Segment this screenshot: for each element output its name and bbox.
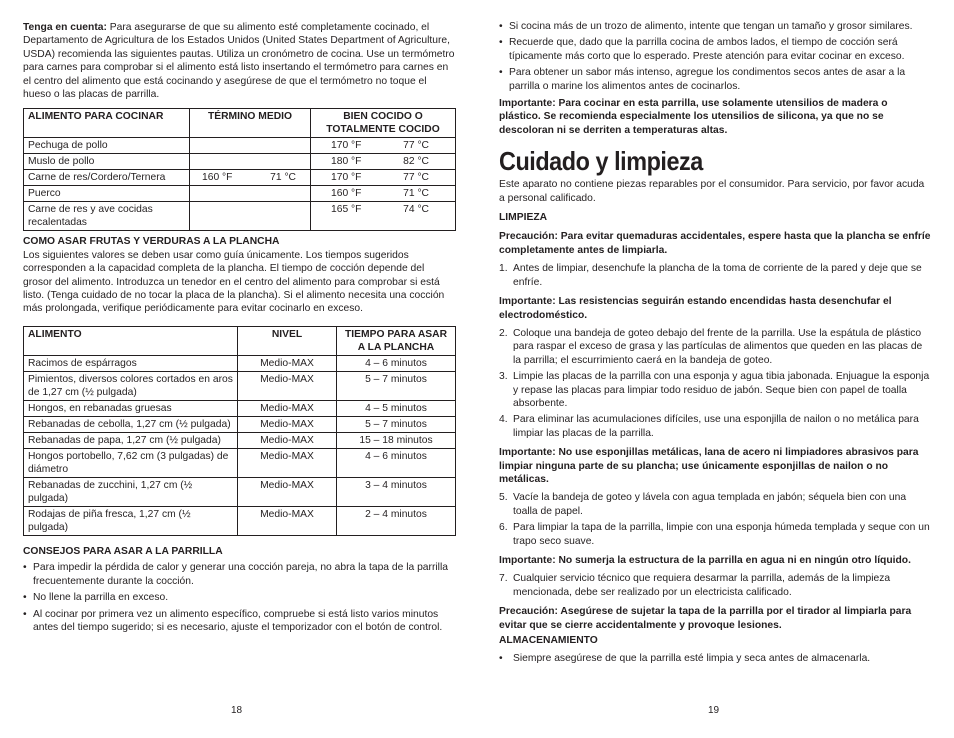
bullet-icon: •	[23, 608, 27, 620]
table-row	[24, 432, 456, 448]
storage-list	[499, 652, 931, 665]
bullet-icon: •	[499, 67, 503, 79]
list-item-text: No llene la parrilla en exceso.	[33, 592, 169, 604]
grill-times-table	[23, 326, 456, 536]
bullet-icon: •	[499, 37, 503, 49]
cell-food: Rebanadas de zucchini, 1,27 cm (½ pulgada)	[24, 477, 238, 506]
cell-level: Medio-MAX	[238, 506, 337, 535]
grill-text: Los siguientes valores se deben usar como guía únicamente. Los tiempos sugeridos corresponden a la capacidad completa de la plancha. El tiempo de cocción depende del grosor del alimento. Introduzca un tenedor en el centro del alimento para comprobar si está listo. (Tenga cuidado de no tocar la placa de la plancha). Si el alimento necesita una cocción más prolongada, verifique periódicamente para evitar cocinarlo en exceso.	[23, 249, 445, 315]
cleaning-steps	[499, 491, 931, 548]
step-text: Antes de limpiar, desenchufe la plancha de la toma de corriente de la pared y deje que se enfríe.	[513, 263, 922, 288]
important-no-immerse: Importante: No sumerja la estructura de la parrilla en agua ni en ningún otro líquido.	[499, 555, 911, 566]
list-item-text: Siempre asegúrese de que la parrilla esté limpia y seca antes de almacenarla.	[513, 653, 871, 665]
table-row	[24, 400, 456, 416]
cell-time: 4 – 6 minutos	[337, 355, 456, 371]
list-item	[499, 413, 931, 440]
table-header-row	[24, 326, 456, 355]
temp-c: 71 °C	[403, 188, 429, 200]
cell-time: 5 – 7 minutos	[337, 416, 456, 432]
cell-level: Medio-MAX	[238, 416, 337, 432]
service-text: Este aparato no contiene piezas reparables por el consumidor. Para servicio, por favor acuda a personal calificado.	[499, 179, 925, 204]
cell-level: Medio-MAX	[238, 477, 337, 506]
step-text: Coloque una bandeja de goteo debajo del frente de la parrilla. Use la espátula de plástico para raspar el exceso de grasa y las partículas de alimentos que queden en las placas de la parrilla; el escurrimiento caerá en la bandeja de goteo.	[513, 327, 923, 366]
tips-heading: CONSEJOS PARA ASAR A LA PARRILLA	[23, 545, 223, 557]
bullet-icon: •	[23, 592, 27, 604]
cell-food: Hongos, en rebanadas gruesas	[24, 400, 238, 416]
list-item	[499, 521, 931, 548]
temp-c: 77 °C	[403, 140, 429, 152]
table-row	[24, 186, 456, 202]
list-item	[499, 370, 931, 410]
bullet-icon: •	[499, 21, 503, 32]
step-text: Para eliminar las acumulaciones difíciles, use una esponjilla de nailon o no metálica para limpiar las placas de la parrilla.	[513, 414, 919, 439]
left-page	[23, 0, 456, 637]
list-item	[499, 491, 931, 518]
cell-medium	[190, 138, 311, 154]
storage-heading: ALMACENAMIENTO	[499, 635, 598, 647]
intro-paragraph	[23, 21, 456, 101]
page-number-left: 18	[231, 705, 243, 716]
step-text: Vacíe la bandeja de goteo y lávela con agua templada en jabón; séquela bien con una toalla de papel.	[513, 492, 907, 517]
temp-f: 180 °F	[331, 156, 362, 168]
step-number: 7.	[499, 573, 508, 585]
step-number: 5.	[499, 492, 508, 504]
header-well-done: BIEN COCIDO O TOTALMENTE COCIDO	[311, 109, 456, 138]
grill-times-table-body	[24, 355, 456, 535]
temp-f: 170 °F	[331, 140, 362, 152]
intro-text: Para asegurarse de que su alimento esté completamente cocinado, el Departamento de Agricultura de los Estados Unidos (United States Department of Agriculture, USDA) recomienda las siguientes pautas. Utiliza un cronómetro de cocina. Use un termómetro para carnes para comprobar si el alimento está listo insertando el termómetro para carnes en el centro del alimento que está cocinando y asegúrese de que el termómetro no toque el hueso o las placas de parrilla.	[23, 22, 455, 101]
list-item-text: Al cocinar por primera vez un alimento específico, compruebe si está listo varios minutos antes del tiempo sugerido; si es necesario, ajuste el temporizador con el botón de control.	[33, 608, 443, 633]
cell-level: Medio-MAX	[238, 400, 337, 416]
list-item	[499, 327, 931, 367]
cell-food: Pechuga de pollo	[24, 138, 190, 154]
step-number: 6.	[499, 522, 508, 534]
cell-food: Pimientos, diversos colores cortados en aros de 1,27 cm (½ pulgada)	[24, 371, 238, 400]
cell-time: 15 – 18 minutos	[337, 432, 456, 448]
table-row	[24, 154, 456, 170]
cell-time: 4 – 5 minutos	[337, 400, 456, 416]
cell-medium	[190, 202, 311, 231]
cell-food: Puerco	[24, 186, 190, 202]
cell-well-done	[311, 154, 456, 170]
table-row	[24, 202, 456, 231]
cleaning-heading: LIMPIEZA	[499, 212, 548, 224]
cell-level: Medio-MAX	[238, 371, 337, 400]
cell-level: Medio-MAX	[238, 432, 337, 448]
page-number-right: 19	[708, 705, 720, 716]
table-row	[24, 138, 456, 154]
list-item-text: Para obtener un sabor más intenso, agregue los condimentos secos antes de asar a la parrilla o marine los alimentos antes de cocinarlos.	[509, 67, 906, 92]
intro-label: Tenga en cuenta:	[23, 22, 107, 33]
cleaning-steps	[499, 262, 931, 289]
cleaning-steps	[499, 572, 931, 599]
list-item	[23, 591, 456, 604]
list-item	[499, 20, 931, 33]
cell-food: Rodajas de piña fresca, 1,27 cm (½ pulgada)	[24, 506, 238, 535]
temp-f: 160 °F	[202, 172, 233, 184]
cell-medium	[190, 154, 311, 170]
cell-well-done	[311, 170, 456, 186]
list-item-text: Si cocina más de un trozo de alimento, intente que tengan un tamaño y grosor similares.	[509, 21, 913, 32]
step-text: Para limpiar la tapa de la parrilla, limpie con una esponja húmeda templada y seque con un trapo seco suave.	[513, 522, 930, 547]
cell-food: Racimos de espárragos	[24, 355, 238, 371]
step-number: 1.	[499, 263, 508, 275]
header-food: ALIMENTO PARA COCINAR	[24, 109, 190, 138]
table-row	[24, 477, 456, 506]
table-row	[24, 506, 456, 535]
list-item	[499, 36, 931, 63]
cell-time: 2 – 4 minutos	[337, 506, 456, 535]
cell-level: Medio-MAX	[238, 355, 337, 371]
temp-f: 165 °F	[331, 204, 362, 216]
step-text: Limpie las placas de la parrilla con una esponja y agua tibia jabonada. Enjuague la esponja y repase las placas para limpiar todo residuo de jabón. Seque bien con papel de toalla absorbente.	[513, 371, 930, 409]
step-text: Cualquier servicio técnico que requiera desarmar la parrilla, además de la limpieza mencionada, debe ser realizado por un electricista calificado.	[513, 573, 891, 598]
cell-food: Muslo de pollo	[24, 154, 190, 170]
table-row	[24, 170, 456, 186]
section-title: Cuidado y limpieza	[499, 146, 703, 177]
list-item	[499, 572, 931, 599]
grill-heading: COMO ASAR FRUTAS Y VERDURAS A LA PLANCHA	[23, 236, 280, 248]
important-no-metal: Importante: No use esponjillas metálicas, lana de acero ni limpiadores abrasivos para limpiar ninguna parte de su plancha; use únicamente esponjillas de nailon o no metálicas.	[499, 447, 919, 485]
right-page	[499, 0, 931, 669]
temp-c: 77 °C	[403, 172, 429, 184]
cell-food: Carne de res y ave cocidas recalentadas	[24, 202, 190, 231]
doneness-table-body	[24, 138, 456, 231]
cell-food: Hongos portobello, 7,62 cm (3 pulgadas) de diámetro	[24, 448, 238, 477]
cell-well-done	[311, 186, 456, 202]
important-unplug: Importante: Las resistencias seguirán estando encendidas hasta desenchufar el electrodoméstico.	[499, 296, 892, 321]
list-item	[499, 66, 931, 93]
grill-bullets	[499, 20, 931, 93]
important-utensils: Importante: Para cocinar en esta parrilla, use solamente utensilios de madera o plástico. Se recomienda especialmente los utensilios de silicona, ya que no se descoloran ni se derriten a temperaturas altas.	[499, 98, 888, 136]
cell-time: 5 – 7 minutos	[337, 371, 456, 400]
caution-burns: Precaución: Para evitar quemaduras accidentales, espere hasta que la plancha se enfríe completamente antes de limpiarla.	[499, 231, 931, 256]
cleaning-steps	[499, 327, 931, 440]
list-item-text: Recuerde que, dado que la parrilla cocina de ambos lados, el tiempo de cocción será típicamente más corto que lo esperado. Preste atención para evitar cocinar en exceso.	[509, 37, 905, 62]
step-number: 3.	[499, 371, 508, 383]
cell-medium	[190, 186, 311, 202]
cell-level: Medio-MAX	[238, 448, 337, 477]
header-food: ALIMENTO	[24, 326, 238, 355]
list-item	[23, 561, 456, 588]
doneness-table	[23, 108, 456, 231]
header-level: NIVEL	[238, 326, 337, 355]
cell-well-done	[311, 138, 456, 154]
step-number: 4.	[499, 414, 508, 426]
cell-medium	[190, 170, 311, 186]
temp-c: 74 °C	[403, 204, 429, 216]
header-time: TIEMPO PARA ASAR A LA PLANCHA	[337, 326, 456, 355]
list-item-text: Para impedir la pérdida de calor y generar una cocción pareja, no abra la tapa de la parrilla frecuentemente durante la cocción.	[33, 562, 448, 587]
step-number: 2.	[499, 327, 508, 339]
temp-c: 82 °C	[403, 156, 429, 168]
table-row	[24, 416, 456, 432]
cell-time: 4 – 6 minutos	[337, 448, 456, 477]
cell-well-done	[311, 202, 456, 231]
temp-c: 71 °C	[270, 172, 296, 184]
cell-time: 3 – 4 minutos	[337, 477, 456, 506]
temp-f: 160 °F	[331, 188, 362, 200]
table-header-row	[24, 109, 456, 138]
caution-lid: Precaución: Asegúrese de sujetar la tapa de la parrilla por el tirador al limpiarla para evitar que se cierre accidentalmente y provoque lesiones.	[499, 606, 912, 631]
table-row	[24, 371, 456, 400]
bullet-icon: •	[23, 562, 27, 574]
cell-food: Carne de res/Cordero/Ternera	[24, 170, 190, 186]
header-medium: TÉRMINO MEDIO	[190, 109, 311, 138]
cell-food: Rebanadas de cebolla, 1,27 cm (½ pulgada)	[24, 416, 238, 432]
list-item	[499, 262, 931, 289]
table-row	[24, 355, 456, 371]
tips-list	[23, 561, 456, 634]
cell-food: Rebanadas de papa, 1,27 cm (½ pulgada)	[24, 432, 238, 448]
list-item	[23, 608, 456, 635]
bullet-icon: •	[499, 653, 503, 665]
table-row	[24, 448, 456, 477]
temp-f: 170 °F	[331, 172, 362, 184]
list-item	[499, 652, 931, 665]
